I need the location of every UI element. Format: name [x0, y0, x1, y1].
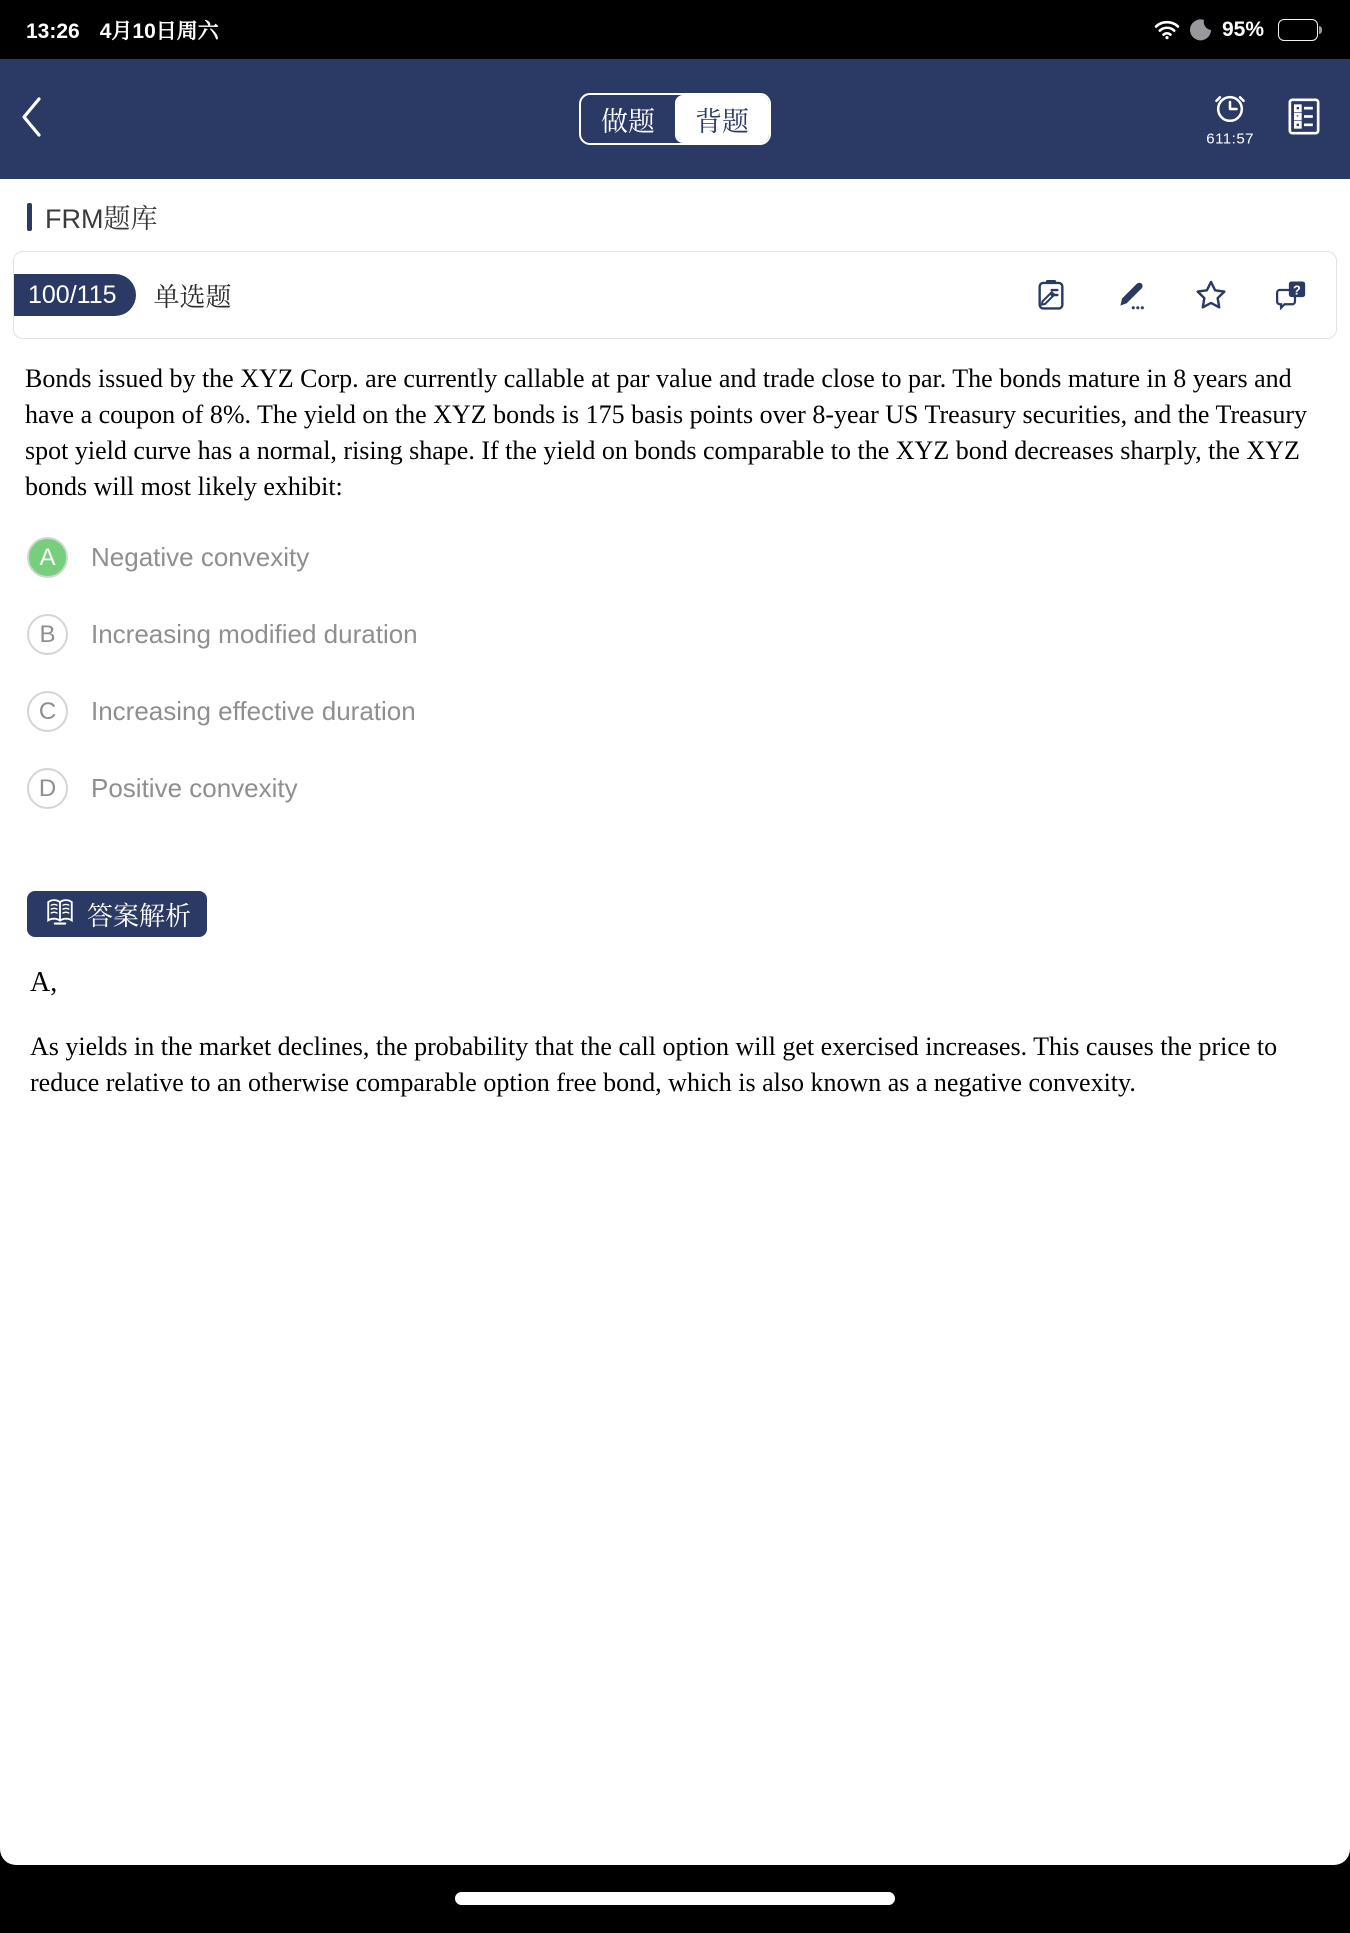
battery-percent-label: 95% — [1221, 17, 1264, 41]
alarm-clock-icon — [1212, 91, 1248, 130]
answer-sheet-icon — [1284, 125, 1324, 142]
moon-focus-icon — [1190, 19, 1212, 41]
mode-toggle — [579, 93, 771, 145]
correct-answer-letter: A, — [30, 967, 58, 998]
clock-time: 13:26 — [26, 19, 80, 43]
tab-memorize-questions[interactable]: 背题 — [675, 95, 769, 143]
option-b-radio[interactable]: B — [27, 614, 68, 655]
notes-icon[interactable] — [1034, 278, 1068, 312]
answer-explanation: As yields in the market declines, the probability that the call option will get exercised increases. This causes the price to reduce relative to an otherwise comparable option free bond, which is also known as a negative convexity. — [30, 1032, 1278, 1097]
question-card-header — [13, 251, 1337, 339]
option-d-radio[interactable]: D — [27, 768, 68, 809]
timer-value: 611:57 — [1206, 130, 1254, 148]
star-favorite-icon[interactable] — [1194, 278, 1228, 312]
header — [0, 59, 1350, 179]
battery-icon — [1278, 18, 1324, 41]
edit-pencil-icon[interactable] — [1114, 278, 1148, 312]
question-index-badge: 100/115 — [14, 274, 136, 316]
answer-analysis-label: 答案解析 — [87, 900, 192, 931]
question-bank-title — [27, 197, 1350, 236]
option-a-label: Negative convexity — [91, 542, 310, 572]
option-b[interactable] — [0, 614, 1350, 655]
option-b-label: Increasing modified duration — [91, 619, 418, 649]
clock-date: 4月10日周六 — [99, 19, 219, 43]
option-c-label: Increasing effective duration — [91, 696, 416, 726]
chevron-left-icon — [16, 94, 46, 145]
option-d[interactable] — [0, 768, 1350, 809]
question-stem: Bonds issued by the XYZ Corp. are currently callable at par value and trade close to par. The bonds mature in 8 years and have a coupon of 8%. The yield on the XYZ bonds is 175 basis points over 8-year US Treasury securities, and the Treasury spot yield curve has a normal, rising shape. If the yield on bonds comparable to the XYZ bond decreases sharply, the XYZ bonds will most likely exhibit: — [25, 364, 1307, 501]
option-a[interactable] — [0, 537, 1350, 578]
page-title: FRM题库 — [45, 204, 158, 234]
title-accent-bar — [27, 203, 32, 231]
question-feedback-icon[interactable] — [1274, 278, 1308, 312]
tab-do-questions[interactable]: 做题 — [601, 106, 655, 137]
option-c-radio[interactable]: C — [27, 691, 68, 732]
answer-sheet-button[interactable] — [1284, 96, 1324, 143]
open-book-icon — [43, 896, 77, 933]
options-list — [0, 537, 1350, 809]
option-a-radio[interactable]: A — [27, 537, 68, 578]
timer-button[interactable] — [1206, 91, 1254, 148]
home-indicator[interactable] — [455, 1892, 895, 1905]
wifi-icon — [1154, 20, 1180, 40]
answer-analysis-button[interactable] — [27, 891, 207, 937]
bottom-system-bar — [0, 1865, 1350, 1933]
back-button[interactable] — [16, 91, 60, 147]
option-d-label: Positive convexity — [91, 773, 298, 803]
status-bar — [0, 0, 1350, 59]
question-type-label: 单选题 — [153, 281, 232, 312]
option-c[interactable] — [0, 691, 1350, 732]
svg-text:?: ? — [1293, 282, 1301, 298]
